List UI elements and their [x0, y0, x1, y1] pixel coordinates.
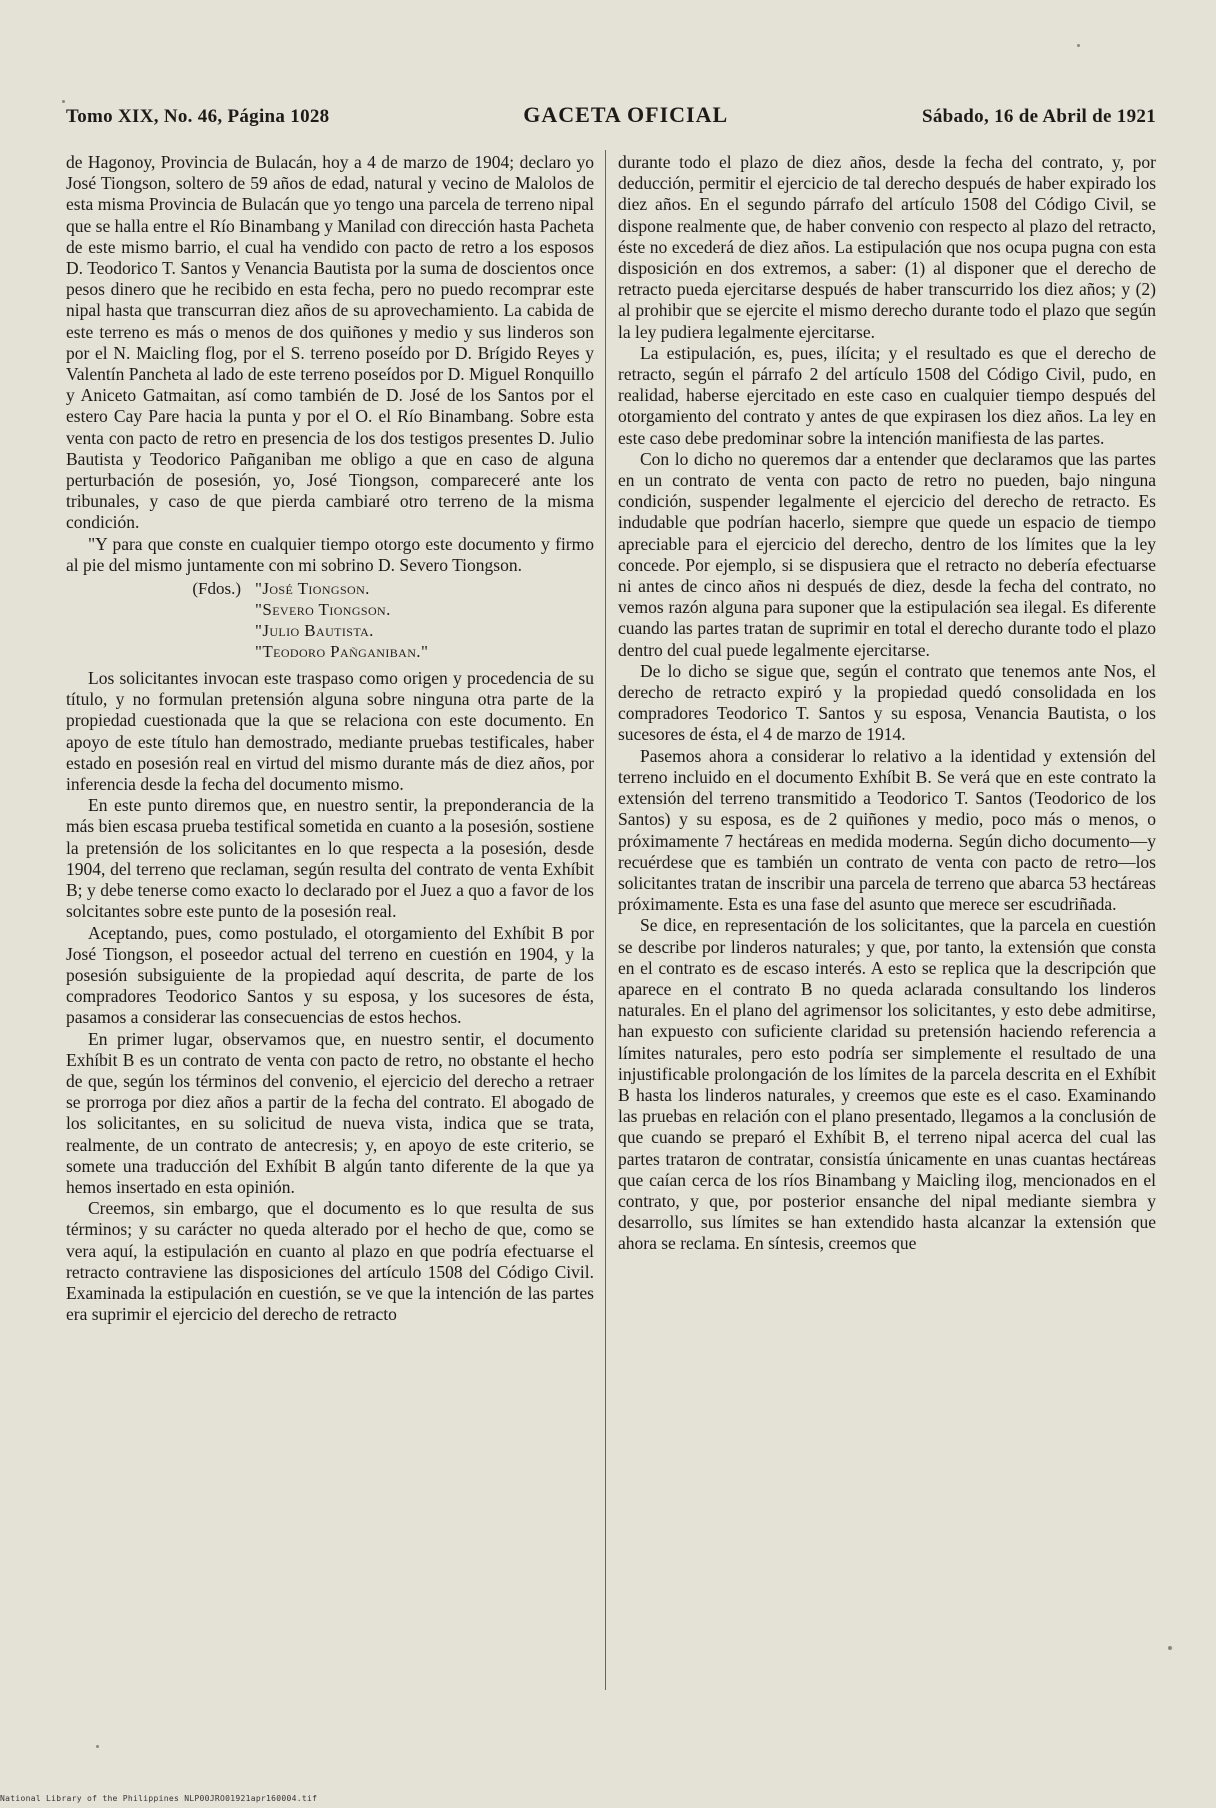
paragraph: Los solicitantes invocan este traspaso como origen y procedencia de su título, y no formulan pretensión alguna sobre ninguna otra parte de la propiedad cuestionada que la que se relaciona con este documento. En apoyo de este título han demostrado, mediante pruebas testificales, haber estado en posesión real en virtud del mismo durante más de diez años, por inferencia desde la fecha del documento mismo. — [66, 668, 594, 795]
signature-name: "Severo Tiongson. — [255, 600, 391, 620]
header-volume-page: Tomo XIX, No. 46, Página 1028 — [66, 106, 330, 127]
signature-block — [66, 578, 594, 662]
scan-speck — [1077, 44, 1080, 47]
signature-name: "Julio Bautista. — [255, 621, 374, 641]
scan-speck — [62, 100, 65, 103]
paragraph: de Hagonoy, Provincia de Bulacán, hoy a 4 de marzo de 1904; declaro yo José Tiongson, soltero de 59 años de edad, natural y vecino de Malolos de esta misma Provincia de Bulacán que yo tengo una parcela de terreno nipal que se halla entre el Río Binambang y Manilad con dirección hasta Pacheta de este mismo barrio, el cual ha vendido con pacto de retro a los esposos D. Teodorico T. Santos y Venancia Bautista por la suma de doscientos once pesos dinero que he recibido en esta fecha, pero no puedo recomprar este nipal hasta que transcurran diez años de su aprovechamiento. La cabida de este terreno es más o menos de dos quiñones y medio y sus linderos son por el N. Maicling flog, por el S. terreno poseído por D. Brígido Reyes y Valentín Pancheta al lado de este terreno poseídos por D. Miguel Ronquillo y Aniceto Gatmaitan, así como también de D. José de los Santos por el estero Cay Pare hacia la punta y por el O. el Río Binambang. Sobre esta venta con pacto de retro en presencia de los dos testigos presentes D. Julio Bautista y Teodorico Pañganiban me obligo a que en caso de alguna perturbación de posesión, yo, José Tiongson, compareceré ante los tribunales, y caso de que pierda cambiaré otro terreno de la misma condición. — [66, 152, 594, 533]
paragraph: "Y para que conste en cualquier tiempo otorgo este documento y firmo al pie del mismo juntamente con mi sobrino D. Severo Tiongson. — [66, 533, 594, 575]
paragraph: Se dice, en representación de los solicitantes, que la parcela en cuestión se describe por linderos naturales; y que, por tanto, la extensión que consta en el contrato es de escaso interés. A esto se replica que la descripción que aparece en el contrato B no queda aclarada consultando los linderos naturales. En el plano del agrimensor los solicitantes, y esto debe admitirse, han expuesto con suficiente claridad su pretensión haciendo referencia a límites naturales, pero esto podría ser simplemente el resultado de una injustificable prolongación de los límites de la parcela descrita en el Exhíbit B hasta los linderos naturales, y creemos que este es el caso. Examinando las pruebas en relación con el plano presentado, llegamos a la conclusión de que cuando se preparó el Exhíbit B, el terreno nipal acerca del cual las partes trataron de contratar, consistía únicamente en unas cuantas hectáreas que caían cerca de los ríos Binambang y Maicling ilog, mencionados en el contrato, y que, por posterior ensanche del nipal mediante siembra y desarrollo, sus límites se han extendido hasta alcanzar la extensión que ahora se reclama. En síntesis, creemos que — [618, 915, 1156, 1254]
signature-label: (Fdos.) — [192, 579, 241, 599]
paragraph: Con lo dicho no queremos dar a entender que declaramos que las partes en un contrato de venta con pacto de retro no pueden, bajo ninguna condición, suspender legalmente el ejercicio del derecho de retracto. Es indudable que podrían hacerlo, siempre que quede un espacio de tiempo apreciable para el ejercicio del derecho, dentro de los límites que la ley concede. Por ejemplo, si se dispusiera que el retracto no debería efectuarse ni antes de cinco años ni después de diez, desde la fecha del contrato, no vemos razón alguna para suponer que la estipulación sea ilegal. Es diferente cuando las partes tratan de suprimir en total el derecho durante todo el plazo dentro del cual puede legalmente ejercitarse. — [618, 448, 1156, 660]
right-column — [618, 152, 1156, 1255]
paragraph: En este punto diremos que, en nuestro sentir, la preponderancia de la más bien escasa prueba testifical sometida en cuanto a la posesión, sostiene la pretensión de los solicitantes en lo que respecta a la posesión, desde 1904, del terreno que reclaman, según resulta del contrato de venta Exhíbit B; y debe tenerse como exacto lo declarado por el Juez a quo a favor de los solcitantes sobre este punto de la posesión real. — [66, 795, 594, 922]
paragraph: En primer lugar, observamos que, en nuestro sentir, el documento Exhíbit B es un contrato de venta con pacto de retro, no obstante el hecho de que, según los términos del convenio, el ejercicio del derecho a retraer se prorroga por diez años a partir de la fecha del contrato. El abogado de los solicitantes, en su solicitud de nueva vista, indica que se trata, realmente, de un contrato de antecresis; y, en apoyo de este criterio, se somete una traducción del Exhíbit B algún tanto diferente de la que ya hemos insertado en esta opinión. — [66, 1028, 594, 1197]
signature-name: "Teodoro Pañganiban." — [255, 642, 429, 662]
scan-speck — [96, 1745, 99, 1748]
column-divider — [605, 150, 606, 1690]
page-header — [66, 102, 1156, 130]
header-date: Sábado, 16 de Abril de 1921 — [921, 106, 1156, 127]
scan-footer: National Library of the Philippines NLP00JRO01921apr160004.tif — [0, 1794, 318, 1803]
paragraph: durante todo el plazo de diez años, desde la fecha del contrato, y, por deducción, permitir el ejercicio de tal derecho después de haber expirado los diez años. En el segundo párrafo del artículo 1508 del Código Civil, se dispone realmente que, de haber convenio con respecto al plazo del retracto, éste no excederá de diez años. La estipulación que nos ocupa pugna con esta disposición en dos extremos, a saber: (1) al disponer que el derecho de retracto pueda ejercitarse después de haber transcurrido los diez años; y (2) al prohibir que se ejercite el mismo derecho durante todo el plazo que según la ley pudiera legalmente ejercitarse. — [618, 152, 1156, 342]
header-publication-title: GACETA OFICIAL — [523, 102, 729, 127]
paragraph: Creemos, sin embargo, que el documento es lo que resulta de sus términos; y su carácter no queda alterado por el hecho de que, como se vera aquí, la estipulación en cuanto al plazo en que podría efectuarse el retracto contraviene las disposiciones del artículo 1508 del Código Civil. Examinada la estipulación en cuestión, se ve que la intención de las partes era suprimir el ejercicio del derecho de retracto — [66, 1198, 594, 1325]
paragraph: Pasemos ahora a considerar lo relativo a la identidad y extensión del terreno incluido en el documento Exhíbit B. Se verá que en este contrato la extensión del terreno transmitido a Teodorico T. Santos (Teodorico de los Santos) y su esposa, es de 2 quiñones y medio, poco más o menos, o próximamente 7 hectáreas en medida moderna. Según dicho documento—y recuérdese que es también un contrato de venta con pacto de retro—los solicitantes tratan de inscribir una parcela de terreno que abarca 53 hectáreas próximamente. Esta es una fase del asunto que merece ser escudriñada. — [618, 745, 1156, 915]
paragraph: Aceptando, pues, como postulado, el otorgamiento del Exhíbit B por José Tiongson, el poseedor actual del terreno en cuestión en 1904, y la posesión subsiguiente de la propiedad aquí descrita, de parte de los compradores Teodorico Santos y su esposa, y los sucesores de ésta, pasamos a considerar las consecuencias de estos hechos. — [66, 922, 594, 1028]
scan-speck — [1168, 1646, 1172, 1650]
paragraph: De lo dicho se sigue que, según el contrato que tenemos ante Nos, el derecho de retracto expiró y la propiedad quedó consolidada en los compradores Teodorico T. Santos y su esposa, Venancia Bautista, o los sucesores de ésta, el 4 de marzo de 1914. — [618, 660, 1156, 745]
left-column — [66, 152, 594, 1325]
signature-name: "José Tiongson. — [255, 579, 370, 599]
paragraph: La estipulación, es, pues, ilícita; y el resultado es que el derecho de retracto, según el párrafo 2 del artículo 1508 del Código Civil, pudo, en realidad, haberse ejercitado en este caso en cualquier tiempo después del otorgamiento del contrato y antes de que expirasen los diez años. La ley en este caso debe predominar sobre la intención manifiesta de las partes. — [618, 342, 1156, 448]
